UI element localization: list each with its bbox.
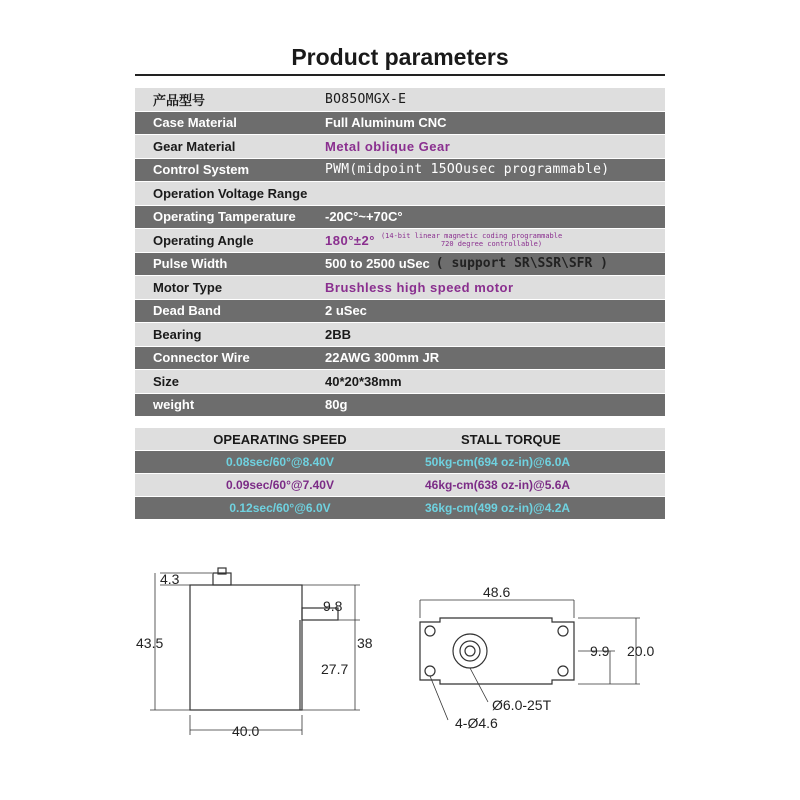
dim-lower-height: 27.7 [321, 661, 349, 677]
param-row-control [135, 159, 665, 183]
speed-value: 0.12sec/60°@6.0V [229, 501, 331, 515]
param-label: Motor Type [153, 279, 223, 295]
mount-hole [558, 626, 568, 636]
performance-row [135, 450, 665, 473]
mount-hole [558, 666, 568, 676]
top-outline [420, 618, 574, 684]
param-label: Gear Material [153, 138, 236, 154]
param-value: Full Aluminum CNC [325, 115, 447, 131]
servo-body [190, 585, 302, 710]
dimension-drawing [0, 540, 800, 800]
angle-value: 180°±2° [325, 232, 375, 248]
speed-value: 0.08sec/60°@8.40V [226, 455, 334, 469]
param-label: Operation Voltage Range [153, 185, 308, 201]
param-value: PWM(midpoint 15OOusec programmable) [325, 162, 610, 178]
param-row-model [135, 88, 665, 112]
param-label: Case Material [153, 115, 237, 131]
param-value: 22AWG 300mm JR [325, 350, 440, 366]
param-value: 2BB [325, 326, 352, 342]
torque-value: 46kg-cm(638 oz-in)@5.6A [425, 478, 571, 492]
param-value [325, 232, 665, 248]
leader-line [470, 668, 488, 702]
dim-total-height: 43.5 [136, 635, 164, 651]
angle-note-line2: 720 degree controllable) [440, 240, 543, 249]
param-label: Size [153, 373, 180, 389]
param-value: Brushless high speed motor [325, 279, 514, 295]
param-row-case [135, 112, 665, 136]
param-row-deadband [135, 300, 665, 324]
torque-value: 50kg-cm(694 oz-in)@6.0A [425, 455, 571, 469]
page-title: Product parameters [291, 44, 509, 70]
pulse-value: 500 to 2500 uSec [325, 256, 430, 272]
param-value: Metal oblique Gear [325, 138, 451, 154]
param-value: BO85OMGX-E [325, 91, 407, 107]
torque-value: 36kg-cm(499 oz-in)@4.2A [425, 501, 571, 515]
param-row-motor [135, 276, 665, 300]
param-row-size [135, 370, 665, 394]
parameters-table [135, 88, 665, 417]
param-label: weight [153, 397, 195, 413]
torque-header: STALL TORQUE [461, 431, 561, 447]
param-label: Dead Band [153, 303, 221, 319]
dim-depth: 20.0 [627, 643, 655, 659]
dim-holes: 4-Ø4.6 [455, 715, 498, 731]
dim-body-height: 38 [357, 635, 373, 651]
param-label: Control System [153, 162, 250, 178]
speed-header: OPEARATING SPEED [213, 431, 347, 447]
param-label: Connector Wire [153, 350, 250, 366]
output-spline [213, 573, 231, 585]
dim-length: 48.6 [483, 584, 511, 600]
performance-row [135, 496, 665, 519]
output-gear-outer [453, 634, 487, 668]
param-row-bearing [135, 323, 665, 347]
mount-hole [425, 626, 435, 636]
side-view [190, 568, 338, 710]
param-row-pulse [135, 253, 665, 277]
param-value: -20C°~+70C° [325, 209, 403, 225]
param-label: Pulse Width [153, 256, 228, 272]
dim-width: 40.0 [232, 723, 260, 739]
mount-hole [425, 666, 435, 676]
param-label: 产品型号 [153, 92, 206, 108]
param-label: Operating Angle [153, 232, 254, 248]
param-value: 2 uSec [325, 303, 367, 319]
angle-note-line1: (14-bit linear magnetic coding programmable [380, 232, 563, 241]
param-row-voltage [135, 182, 665, 206]
param-value: 80g [325, 397, 348, 413]
param-value: 40*20*38mm [325, 373, 402, 389]
param-row-weight [135, 394, 665, 418]
pulse-support: ( support SR\SSR\SFR ) [435, 256, 608, 272]
performance-header [135, 428, 665, 450]
param-row-angle [135, 229, 665, 253]
output-gear-center [465, 646, 475, 656]
dim-spline: Ø6.0-25T [492, 697, 552, 713]
top-view [420, 618, 574, 684]
param-row-gear [135, 135, 665, 159]
param-label: Operating Tamperature [153, 209, 296, 225]
dim-top-shaft: 4.3 [160, 571, 180, 587]
dim-mount-offset: 9.8 [323, 598, 343, 614]
performance-table [135, 428, 665, 519]
title-underline [135, 74, 665, 76]
speed-value: 0.09sec/60°@7.40V [226, 478, 334, 492]
param-row-wire [135, 347, 665, 371]
leader-line [430, 676, 448, 720]
param-row-temperature [135, 206, 665, 230]
output-gear-inner [460, 641, 480, 661]
dim-half-width: 9.9 [590, 643, 610, 659]
param-value [325, 256, 665, 271]
param-label: Bearing [153, 326, 202, 342]
angle-note [381, 232, 562, 248]
performance-row [135, 473, 665, 496]
